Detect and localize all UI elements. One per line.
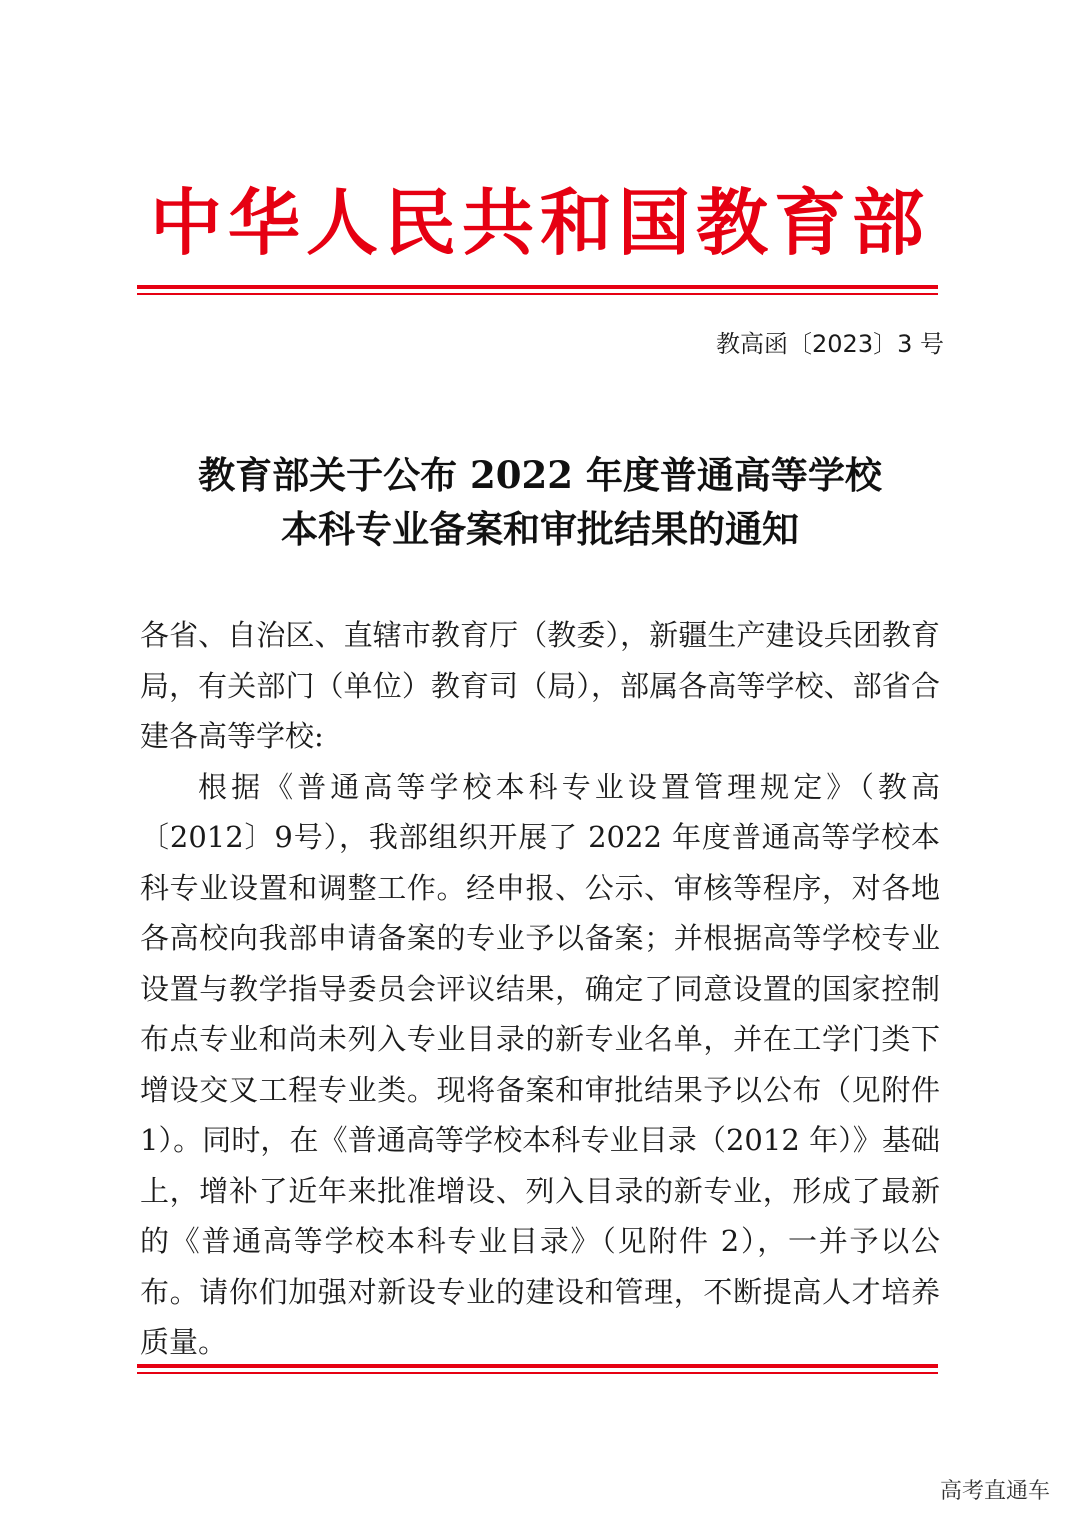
footer-divider [137,1364,938,1374]
document-title-line-1: 教育部关于公布 2022 年度普通高等学校 [198,453,882,497]
header-divider-thick [137,285,938,289]
footer-divider-thin [137,1372,938,1374]
issuer-header: 中华人民共和国教育部 [149,180,930,265]
header-divider [137,285,938,295]
salutation: 各省、自治区、直辖市教育厅（教委），新疆生产建设兵团教育局，有关部门（单位）教育司（局），部属各高等学校、部省合建各高等学校: [140,618,940,753]
header-divider-thin [137,293,938,295]
document-title [0,448,1080,556]
footer-divider-thick [137,1364,938,1368]
document-number: 教高函〔2023〕3 号 [716,330,944,358]
document-title-line-2: 本科专业备案和审批结果的通知 [281,507,799,551]
document-body [140,610,940,1368]
body-paragraph: 根据《普通高等学校本科专业设置管理规定》（教高〔2012〕9号），我部组织开展了 2022 年度普通高等学校本科专业设置和调整工作。经申报、公示、审核等程序，对各地各高校向我部申请备案的专业予以备案；并根据高等学校专业设置与教学指导委员会评议结果，确定了同意设置的国家控制布点专业和尚未列入专业目录的新专业名单，并在工学门类下增设交叉工程专业类。现将备案和审批结果予以公布（见附件 1）。同时，在《普通高等学校本科专业目录（2012 年）》基础上，增补了近年来批准增设、列入目录的新专业，形成了最新的《普通高等学校本科专业目录》（见附件 2），一并予以公布。请你们加强对新设专业的建设和管理，不断提高人才培养质量。 [140,769,940,1359]
watermark: 高考直通车 [939,1479,1050,1504]
